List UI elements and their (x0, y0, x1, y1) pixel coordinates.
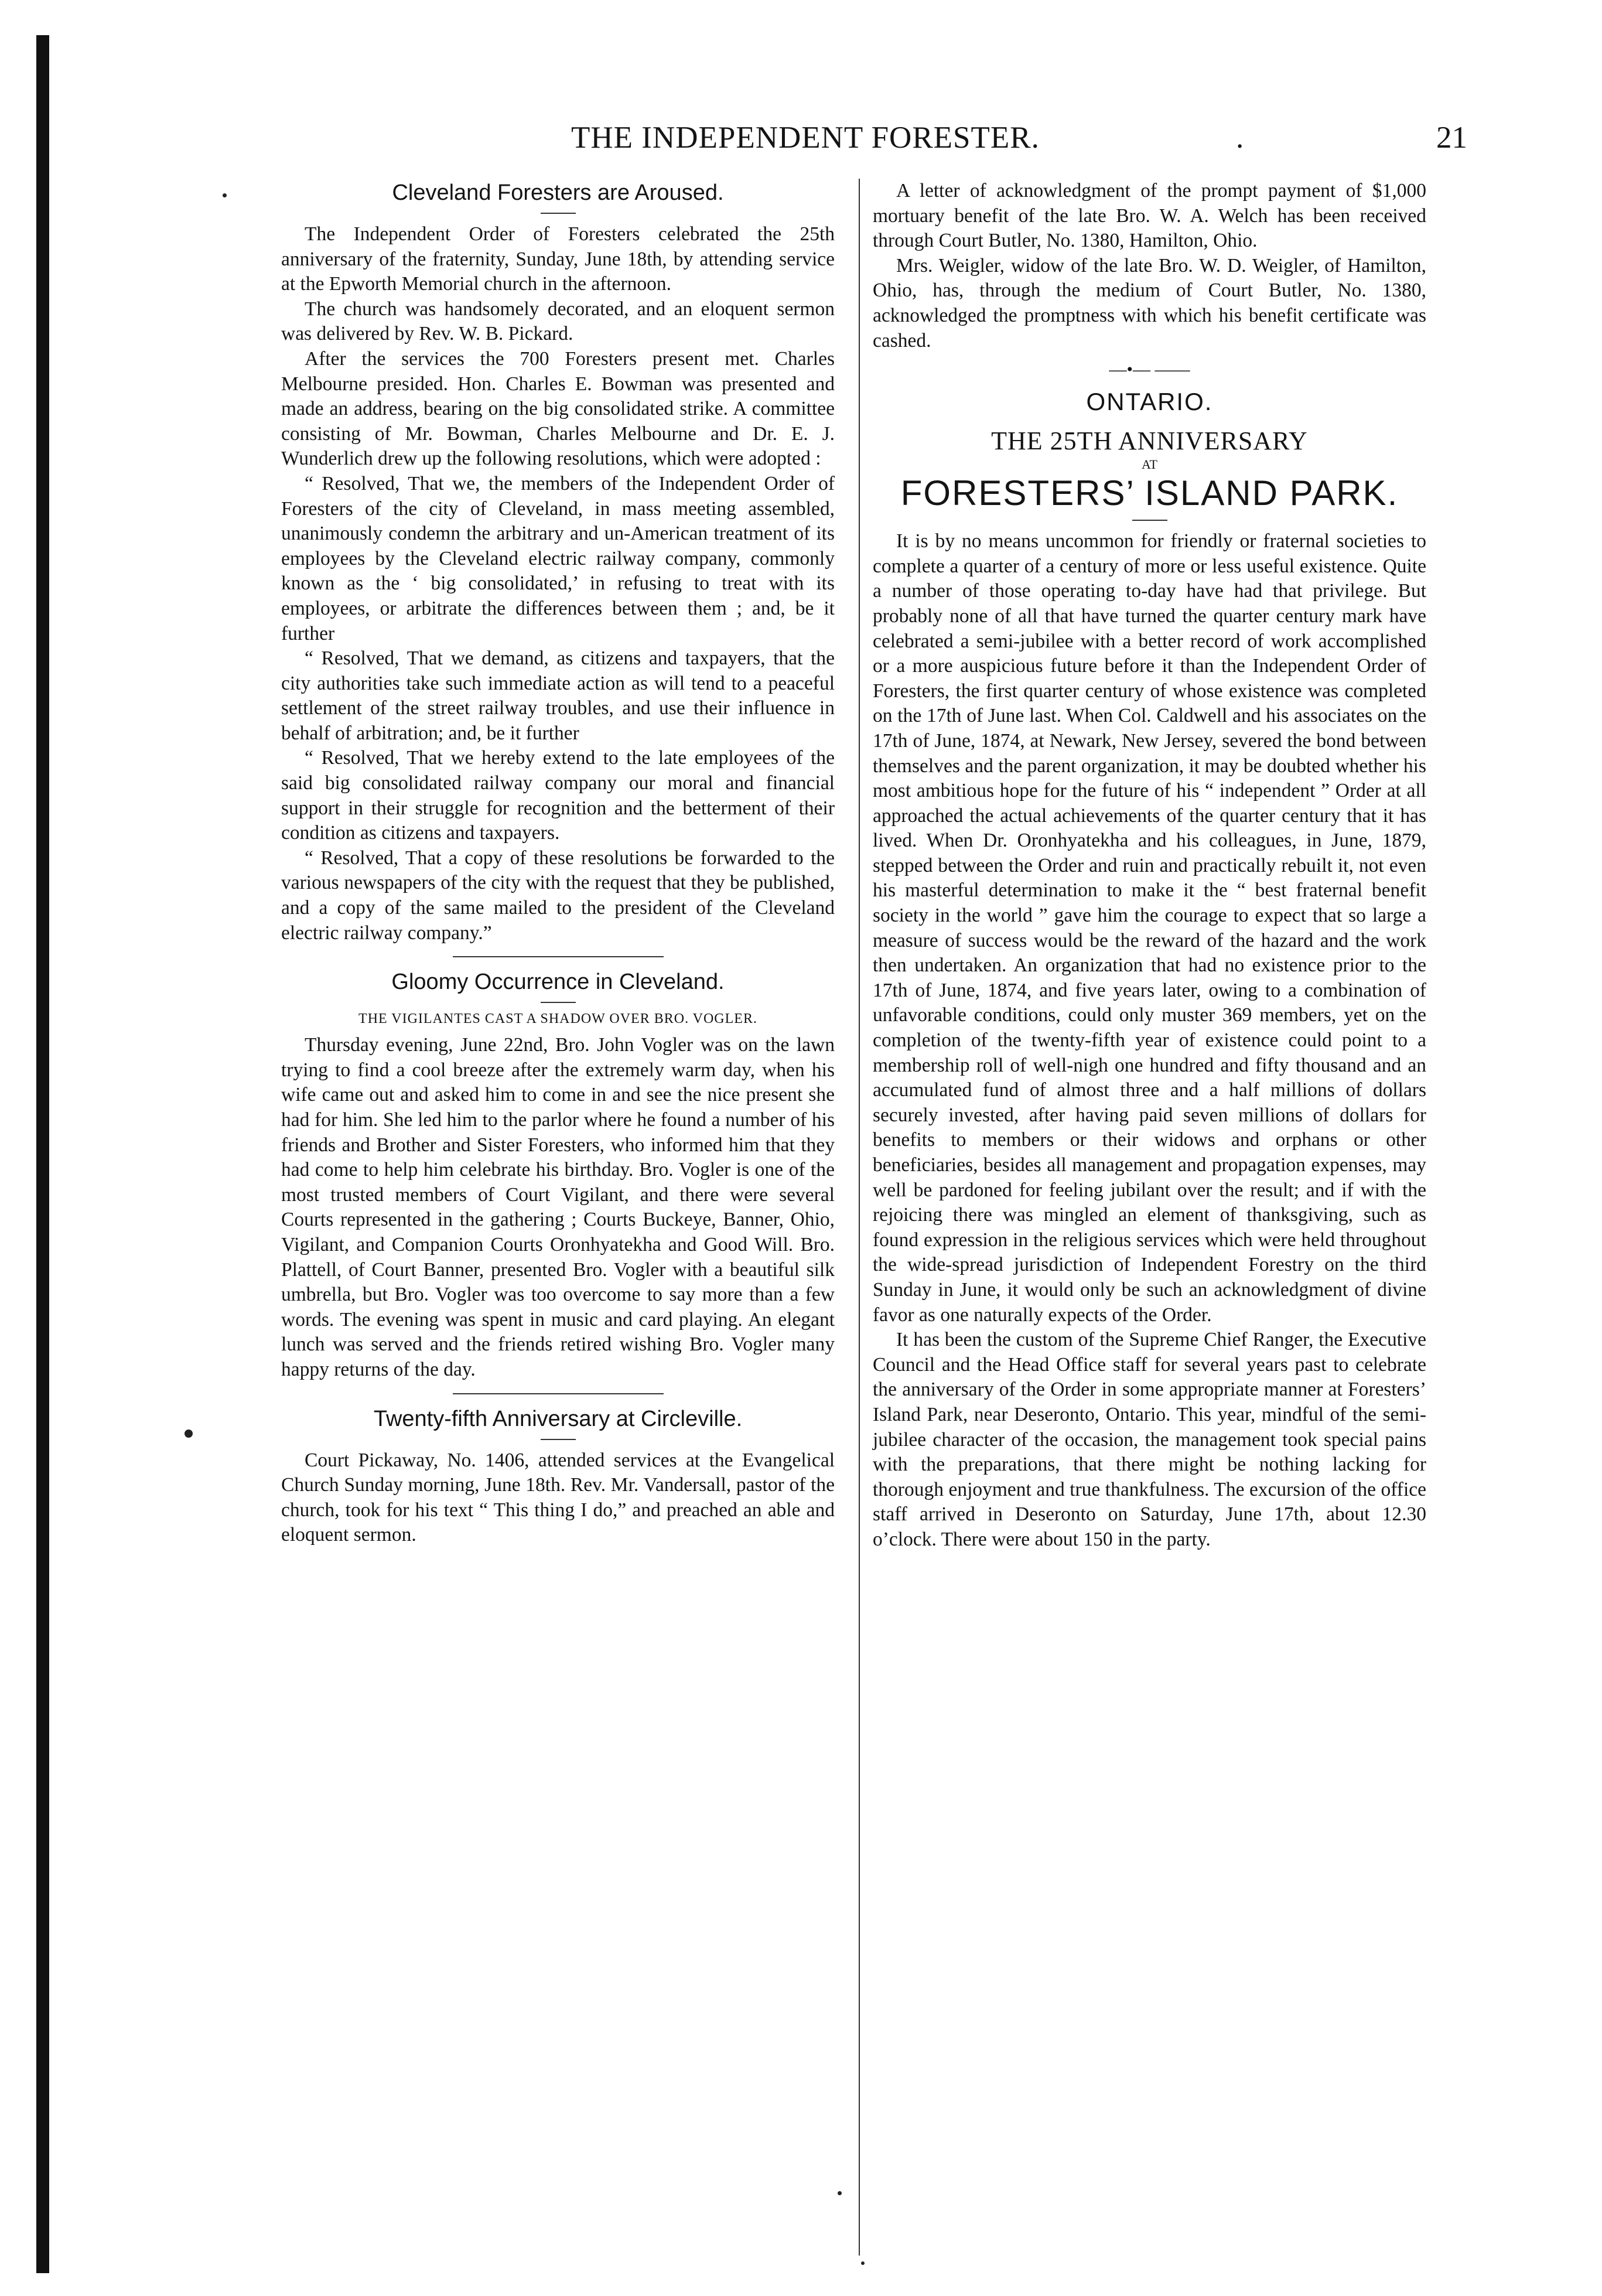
article-title-gloomy-occurrence: Gloomy Occurrence in Cleveland. (391, 970, 725, 995)
park-title: FORESTERS’ ISLAND PARK. (900, 473, 1399, 513)
binding-edge (36, 35, 49, 2273)
scan-speck (861, 2261, 865, 2265)
paragraph: Court Pickaway, No. 1406, attended services at the Evangelical Church Sunday morning, June 18th. Rev. Mr. Vandersall, pastor of the church, took for his text “ This thing I do,” and preached an able and eloquent sermon. (281, 1449, 835, 1546)
article-subhead: THE VIGILANTES CAST A SHADOW OVER BRO. VOGLER. (358, 1011, 757, 1027)
article-title-cleveland-foresters: Cleveland Foresters are Aroused. (392, 180, 724, 205)
title-rule (541, 1002, 576, 1003)
resolution-paragraph: “ Resolved, That a copy of these resolutions be forwarded to the various newspapers of the city with the request that they be published, and a copy of the same mailed to the president of the Cleveland electric railway company.” (281, 847, 835, 944)
paragraph: Mrs. Weigler, widow of the late Bro. W. D. Weigler, of Hamilton, Ohio, has, through the medium of Court Butler, No. 1380, acknowledged the promptness with which his benefit certificate was cashed. (873, 254, 1426, 352)
paragraph: After the services the 700 Foresters present met. Charles Melbourne presided. Hon. Charles E. Bowman was presented and made an address, bearing on the big consolidated strike. A committee consisting of Mr. Bowman, Charles Melbourne and Dr. E. J. Wunderlich drew up the following resolutions, which were adopted : (281, 347, 835, 470)
resolution-paragraph: “ Resolved, That we hereby extend to the late employees of the said big consolidated railway company our moral and financial support in their struggle for recognition and the betterment of their condition as citizens and taxpayers. (281, 747, 835, 844)
at-word: AT (1142, 457, 1157, 472)
page-number: 21 (1436, 121, 1467, 155)
left-column (281, 179, 835, 1548)
page-header (571, 120, 1467, 155)
section-separator (453, 956, 664, 957)
right-column (873, 179, 1426, 1553)
scan-speck (838, 2191, 842, 2195)
resolution-paragraph: “ Resolved, That we, the members of the Independent Order of Foresters of the city of Cleveland, in mass meeting assembled, unanimously condemn the arbitrary and un-American treatment of its employees by the Cleveland electric railway company, commonly known as the ‘ big consolidated,’ in refusing to treat with its employees, or arbitrate the differences between them ; and, be it further (281, 472, 835, 644)
paragraph: The church was handsomely decorated, and an eloquent sermon was delivered by Rev. W. B. Pickard. (281, 298, 835, 345)
column-divider (859, 179, 860, 2256)
article-title-circleville: Twenty-fifth Anniversary at Circleville. (373, 1406, 743, 1431)
anniversary-title: THE 25TH ANNIVERSARY (991, 427, 1308, 456)
title-rule (541, 213, 576, 214)
title-rule (1132, 520, 1167, 521)
paragraph: It has been the custom of the Supreme Chief Ranger, the Executive Council and the Head Office staff for several years past to celebrate the anniversary of the Order in some appropriate manner at Foresters’ Island Park, near Deseronto, Ontario. This year, mindful of the semi-jubilee character of the occasion, the management took special pains with the preparations, that there might be nothing lacking for thorough enjoyment and true thankfulness. The excursion of the office staff arrived in Deseronto on Saturday, June 17th, about 12.30 o’clock. There were about 150 in the party. (873, 1329, 1426, 1550)
scan-speck (185, 1430, 193, 1438)
running-title: THE INDEPENDENT FORESTER. (571, 121, 1040, 155)
paragraph: A letter of acknowledgment of the prompt payment of $1,000 mortuary benefit of the late Bro. W. A. Welch has been received through Court Butler, No. 1380, Hamilton, Ohio. (873, 180, 1426, 252)
ornament-divider: —•— —— (1109, 360, 1190, 380)
paragraph: Thursday evening, June 22nd, Bro. John Vogler was on the lawn trying to find a cool breeze after the extremely warm day, when his wife came out and asked him to come in and see the nice present she had for him. She led him to the parlor where he found a number of his friends and Brother and Sister Foresters, who informed him that they had come to help him celebrate his birthday. Bro. Vogler is one of the most trusted members of Court Vigilant, and there were several Courts represented in the gathering ; Courts Buckeye, Banner, Ohio, Vigilant, and Companion Courts Oronhyatekha and Good Will. Bro. Plattell, of Court Banner, presented Bro. Vogler with a beautiful silk umbrella, but Bro. Vogler was too overcome to say more than a few words. The evening was spent in music and card playing. An elegant lunch was served and the friends retired wishing Bro. Vogler many happy returns of the day. (281, 1034, 835, 1380)
scan-speck (223, 193, 227, 197)
section-heading-ontario: ONTARIO. (1086, 388, 1213, 416)
resolution-paragraph: “ Resolved, That we demand, as citizens and taxpayers, that the city authorities take such immediate action as will tend to a peaceful settlement of the street railway troubles, and use their influence in behalf of arbitration; and, be it further (281, 647, 835, 744)
title-rule (541, 1439, 576, 1440)
section-separator (453, 1393, 664, 1394)
paragraph: It is by no means uncommon for friendly or fraternal societies to complete a quarter of a century of more or less useful existence. Quite a number of those operating to-day have had that privilege. But probably none of all that have turned the quarter century mark have celebrated a semi-jubilee with a better record of work accomplished or a more auspicious future before it than the Independent Order of Foresters, the first quarter century of whose existence was completed on the 17th of June last. When Col. Caldwell and his associates on the 17th of June, 1874, at Newark, New Jersey, severed the bond between themselves and the parent organization, it may be doubted whether his most ambitious hope for the future of his “ independent ” Order at all approached the actual achievements of the quarter century that it has lived. When Dr. Oronhyatekha and his colleagues, in June, 1879, stepped between the Order and ruin and practically rebuilt it, not even his masterful determination to make it the “ best fraternal benefit society in the world ” gave him the courage to expect that so large a measure of success would be the reward of the hazard and the work then undertaken. An organization that had no existence prior to the 17th of June, 1874, and five years later, owing to a combination of unfavorable conditions, could only muster 369 members, yet on the completion of the twenty-fifth year of existence could point to a membership roll of well-nigh one hundred and fifty thousand and an accumulated fund of almost three and a half millions of dollars securely invested, after having paid seven millions of dollars for benefits to members or their widows and orphans or other beneficiaries, besides all management and propagation expenses, may well be pardoned for feeling jubilant over the result; and if with the rejoicing there was mingled an element of thanksgiving, such as found expression in the religious services which were held throughout the wide-spread jurisdiction of Independent Forestry on the third Sunday in June, it would only be such an acknowledgment of divine favor as one naturally expects of the Order. (873, 530, 1426, 1326)
paragraph: The Independent Order of Foresters celebrated the 25th anniversary of the fraternity, Sunday, June 18th, by attending service at the Epworth Memorial church in the afternoon. (281, 223, 835, 295)
header-dot: . (1236, 121, 1244, 155)
